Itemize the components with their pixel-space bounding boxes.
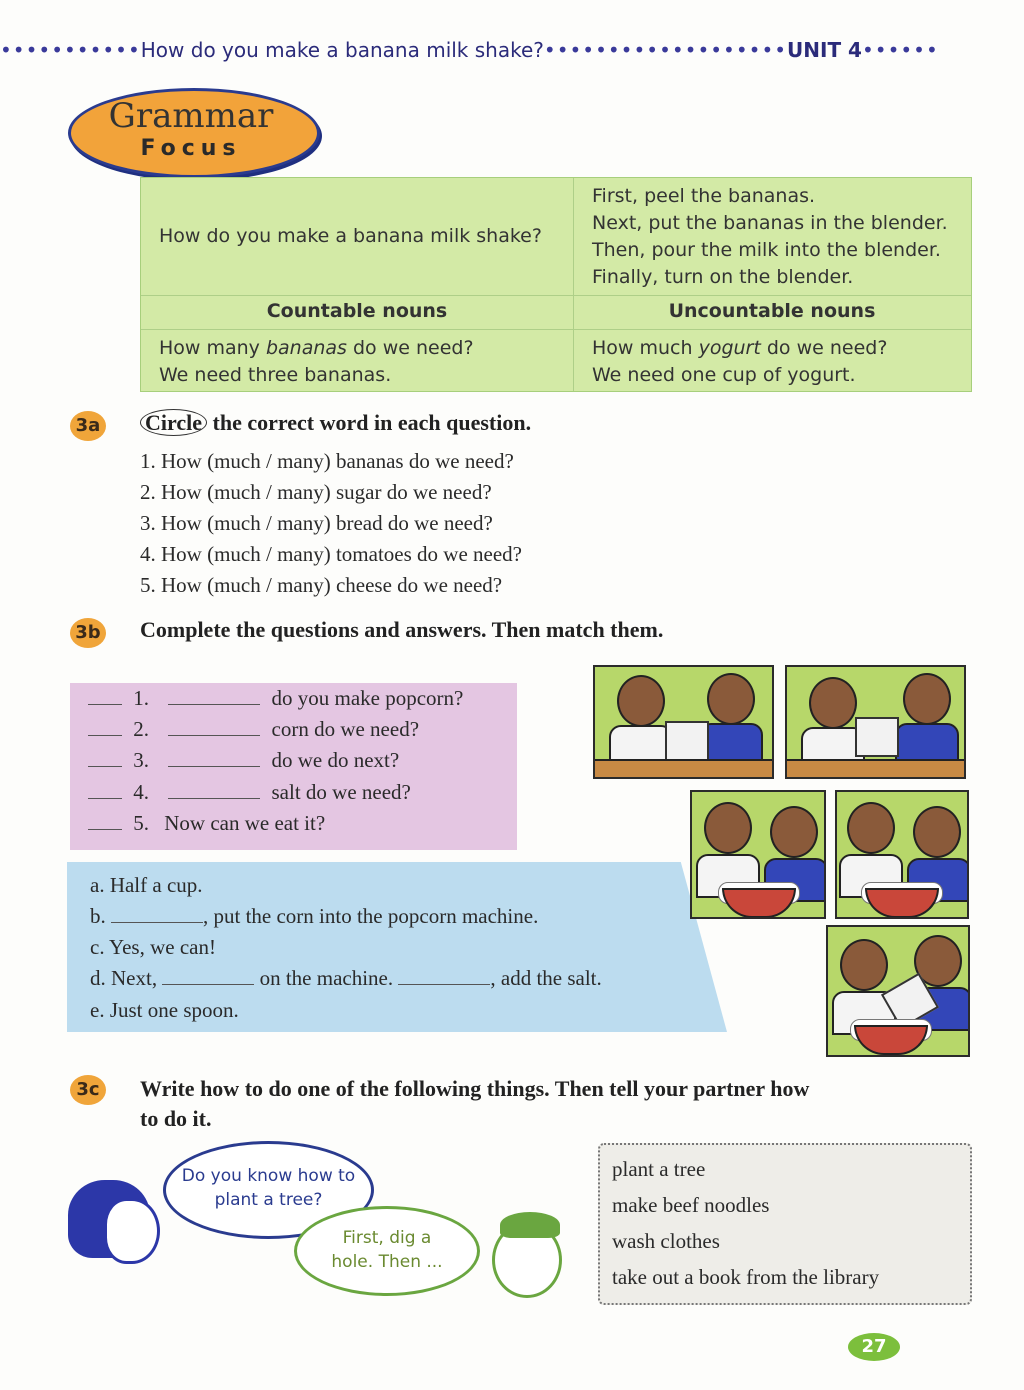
match-blank[interactable] [88, 704, 122, 705]
match-blank[interactable] [88, 798, 122, 799]
grammar-focus-title: Grammar [108, 96, 274, 136]
answer-blank[interactable] [168, 766, 260, 767]
badge-3a: 3a [70, 411, 106, 441]
step-line: First, peel the bananas. [592, 185, 816, 207]
list-item: wash clothes [612, 1229, 720, 1253]
comic-panel-2 [785, 665, 966, 779]
comic-panel-4 [835, 790, 969, 919]
answer-blank[interactable] [111, 922, 203, 923]
grammar-steps [592, 183, 948, 291]
comic-panel-5 [826, 925, 970, 1057]
question-list-3a [140, 446, 522, 601]
match-blank[interactable] [88, 735, 122, 736]
answer-blank[interactable] [398, 984, 490, 985]
answer-e: e. Just one spoon. [90, 998, 239, 1022]
answer-d: d. Next, on the machine. , add the salt. [90, 966, 602, 990]
header-title: How do you make a banana milk shake? [140, 38, 544, 62]
instruction-3c: Write how to do one of the following things. Then tell your partner how to do it. [140, 1076, 810, 1131]
list-item: 3. How (much / many) bread do we need? [140, 511, 493, 535]
list-item: make beef noodles [612, 1193, 770, 1217]
options-box [598, 1143, 972, 1305]
speech-bubble-boy: First, dig a hole. Then ... [294, 1206, 480, 1296]
countable-header: Countable nouns [266, 300, 448, 322]
step-line: Then, pour the milk into the blender. [592, 239, 941, 261]
question-row-4: 4. salt do we need? [88, 780, 411, 810]
uncountable-example: How much yogurt do we need? We need one cup of yogurt. [592, 337, 888, 386]
match-blank[interactable] [88, 766, 122, 767]
boy-hair [500, 1212, 560, 1238]
uncountable-header: Uncountable nouns [668, 300, 876, 322]
answer-blank[interactable] [162, 984, 254, 985]
page-number: 27 [848, 1333, 900, 1361]
grammar-question: How do you make a banana milk shake? [159, 225, 542, 247]
question-row-5: 5. Now can we eat it? [88, 811, 325, 841]
instruction-3a: Circle the correct word in each question. [140, 410, 531, 436]
countable-example: How many bananas do we need? We need three bananas. [159, 337, 474, 386]
answer-c: c. Yes, we can! [90, 935, 216, 959]
comic-panel-3 [690, 790, 826, 919]
instruction-3b: Complete the questions and answers. Then match them. [140, 617, 664, 642]
girl-face [104, 1198, 160, 1264]
question-row-1: 1. do you make popcorn? [88, 686, 463, 716]
answer-blank[interactable] [168, 704, 260, 705]
question-row-2: 2. corn do we need? [88, 717, 419, 747]
grammar-focus-subtitle: Focus [140, 136, 242, 161]
answer-b: b. , put the corn into the popcorn machine. [90, 904, 539, 928]
list-item: plant a tree [612, 1157, 706, 1181]
list-item: 1. How (much / many) bananas do we need? [140, 449, 514, 473]
comic-panel-1 [593, 665, 774, 779]
unit-label: UNIT 4 [787, 38, 862, 62]
speech-bubble-girl: Do you know how to plant a tree? [163, 1141, 374, 1239]
match-blank[interactable] [88, 829, 122, 830]
list-item: 2. How (much / many) sugar do we need? [140, 480, 492, 504]
list-item: 5. How (much / many) cheese do we need? [140, 573, 503, 597]
question-row-3: 3. do we do next? [88, 748, 399, 778]
step-line: Next, put the bananas in the blender. [592, 212, 948, 234]
answer-blank[interactable] [168, 798, 260, 799]
circle-word: Circle [140, 409, 207, 436]
grammar-table [140, 177, 972, 392]
answer-a: a. Half a cup. [90, 873, 203, 897]
list-item: take out a book from the library [612, 1265, 880, 1289]
badge-3c: 3c [70, 1075, 106, 1105]
badge-3b: 3b [70, 618, 106, 648]
running-header: •••••••••••How do you make a banana milk shake?•••••••••••••••••••UNIT 4•••••• [0, 38, 939, 62]
step-line: Finally, turn on the blender. [592, 266, 854, 288]
answer-blank[interactable] [168, 735, 260, 736]
list-item: 4. How (much / many) tomatoes do we need? [140, 542, 522, 566]
